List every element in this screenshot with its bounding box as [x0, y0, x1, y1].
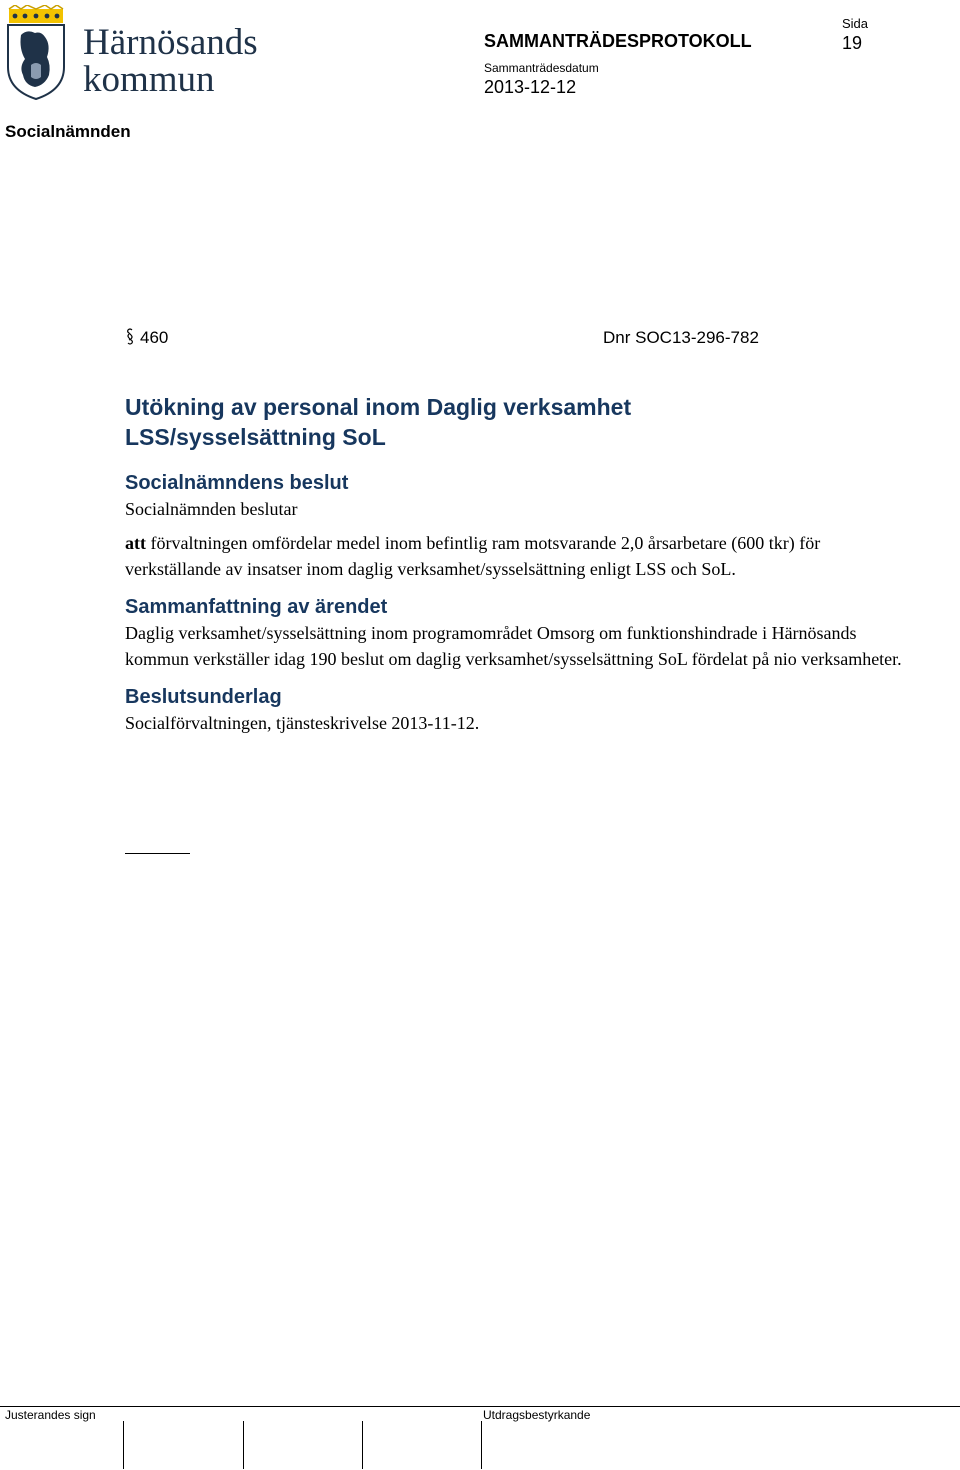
- paragraph-number: [126, 328, 168, 348]
- section-title: Utökning av personal inom Daglig verksamhet LSS/sysselsättning SoL: [125, 394, 632, 450]
- footer-sign-label: Justerandes sign: [5, 1408, 96, 1422]
- section-end-rule: [125, 853, 190, 854]
- decision-heading: Socialnämndens beslut: [125, 472, 349, 494]
- decision-body: förvaltningen omfördelar medel inom befintlig ram motsvarande 2,0 årsarbetare (600 tkr) för verkställande av insatser inom daglig verksamhet/sysselsättning enligt LSS och SoL.: [125, 533, 821, 579]
- summary-heading: Sammanfattning av ärendet: [125, 596, 388, 618]
- meeting-date-label: Sammanträdesdatum: [484, 61, 599, 75]
- summary-text: Daglig verksamhet/sysselsättning inom programområdet Omsorg om funktionshindrade i Härnösands kommun verkställer idag 190 beslut om daglig verksamhet/sysselsättning SoL fördelat på nio verksamheter.: [125, 623, 902, 669]
- municipality-logo: [5, 5, 280, 100]
- protocol-section: [125, 392, 925, 736]
- footer-extract-label: Utdragsbestyrkande: [483, 1408, 591, 1422]
- signature-box-divider: [362, 1421, 363, 1469]
- signature-box-divider: [123, 1421, 124, 1469]
- meeting-date: 2013-12-12: [484, 77, 577, 97]
- page-number: 19: [842, 33, 863, 53]
- decision-text: [125, 530, 905, 582]
- signature-box-divider: [481, 1421, 482, 1469]
- paragraph-sign-icon: [126, 328, 134, 345]
- committee-name: Socialnämnden: [5, 122, 131, 141]
- logo-text-line2: kommun: [83, 59, 215, 100]
- coat-of-arms-icon: [5, 5, 67, 100]
- signature-box-divider: [243, 1421, 244, 1469]
- decision-att: att: [125, 533, 146, 553]
- paragraph-number-value: 460: [140, 328, 169, 347]
- decision-intro: Socialnämnden beslutar: [125, 499, 298, 519]
- basis-text: Socialförvaltningen, tjänsteskrivelse 2013-11-12.: [125, 713, 480, 733]
- logo-text-line1: Härnösands: [83, 22, 258, 63]
- case-number: Dnr SOC13-296-782: [603, 328, 759, 347]
- basis-heading: Beslutsunderlag: [125, 686, 282, 708]
- footer-divider: [0, 1406, 960, 1407]
- document-type: SAMMANTRÄDESPROTOKOLL: [484, 31, 752, 51]
- page-label: Sida: [842, 16, 869, 31]
